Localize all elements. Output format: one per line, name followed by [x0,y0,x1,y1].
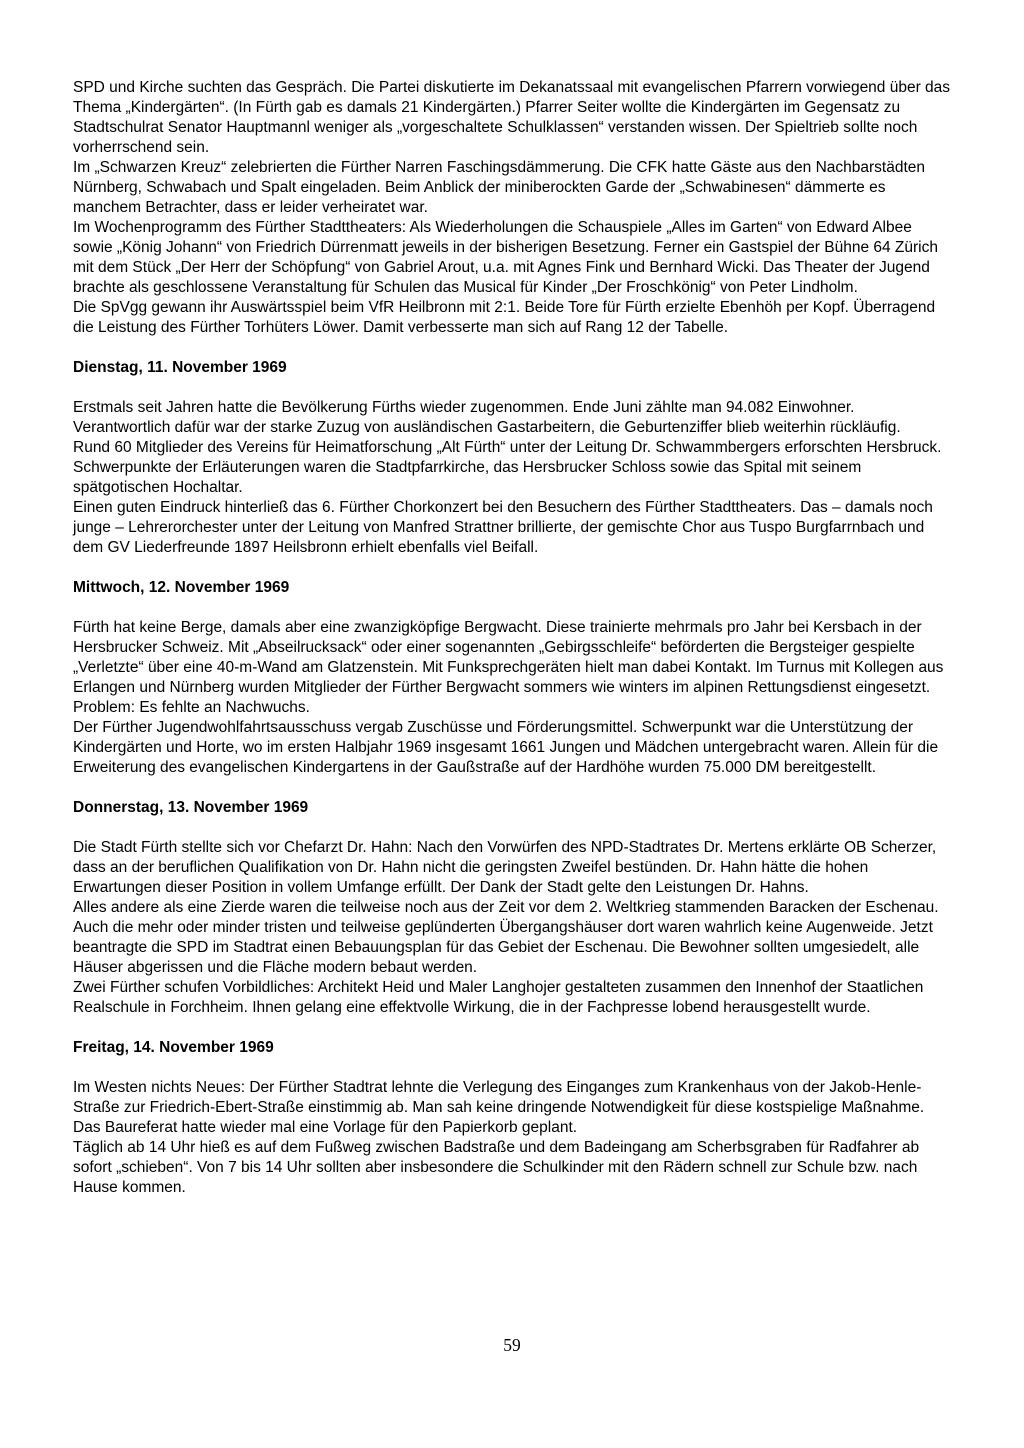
paragraph: Im „Schwarzen Kreuz“ zelebrierten die Fürther Narren Faschingsdämmerung. Die CFK hatte Gäste aus den Nachbarstädten Nürnberg, Schwabach und Spalt eingeladen. Beim Anblick der miniberockten Garde der „Schwabinesen“ dämmerte es manchem Betrachter, dass er leider verheiratet war. [73,159,926,216]
paragraph: Rund 60 Mitglieder des Vereins für Heimatforschung „Alt Fürth“ unter der Leitung Dr. Schwammbergers erforschten Hersbruck. Schwerpunkte der Erläuterungen waren die Stadtpfarrkirche, das Hersbrucker Schloss sowie das Spital mit seinem spätgotischen Hochaltar. [73,439,942,496]
paragraph: Erstmals seit Jahren hatte die Bevölkerung Fürths wieder zugenommen. Ende Juni zählte man 94.082 Einwohner. Verantwortlich dafür war der starke Zuzug von ausländischen Gastarbeitern, die Geburtenziffer blieb weiterhin rückläufig. [73,399,901,436]
paragraph: Täglich ab 14 Uhr hieß es auf dem Fußweg zwischen Badstraße und dem Badeingang am Scherbsgraben für Radfahrer ab sofort „schieben“. Von 7 bis 14 Uhr sollten aber insbesondere die Schulkinder mit den Rädern schnell zur Schule bzw. nach Hause kommen. [73,1139,920,1196]
day-section-wednesday [73,578,955,778]
paragraph: Zwei Fürther schufen Vorbildliches: Architekt Heid und Maler Langhojer gestalteten zusammen den Innenhof der Staatlichen Realschule in Forchheim. Ihnen gelang eine effektvolle Wirkung, die in der Fachpresse lobend herausgestellt wurde. [73,979,924,1016]
day-section-thursday [73,798,955,1018]
paragraph: Der Fürther Jugendwohlfahrtsausschuss vergab Zuschüsse und Förderungsmittel. Schwerpunkt war die Unterstützung der Kindergärten und Horte, wo im ersten Halbjahr 1969 insgesamt 1661 Jungen und Mädchen untergebracht waren. Allein für die Erweiterung des evangelischen Kindergartens in der Gaußstraße auf der Hardhöhe wurden 75.000 DM bereitgestellt. [73,719,939,776]
day-section-tuesday [73,358,955,558]
paragraph: Einen guten Eindruck hinterließ das 6. Fürther Chorkonzert bei den Besuchern des Fürther Stadttheaters. Das – damals noch junge – Lehrerorchester unter der Leitung von Manfred Strattner brillierte, der gemischte Chor aus Tuspo Burgfarrnbach und dem GV Liederfreunde 1897 Heilsbronn erhielt ebenfalls viel Beifall. [73,499,933,556]
page-number: 59 [503,1335,521,1355]
paragraph: Die SpVgg gewann ihr Auswärtsspiel beim VfR Heilbronn mit 2:1. Beide Tore für Fürth erzielte Ebenhöh per Kopf. Überragend die Leistung des Fürther Torhüters Löwer. Damit verbesserte man sich auf Rang 12 der Tabelle. [73,299,936,336]
paragraph: Im Wochenprogramm des Fürther Stadttheaters: Als Wiederholungen die Schauspiele „Alles im Garten“ von Edward Albee sowie „König Johann“ von Friedrich Dürrenmatt jeweils in der bisherigen Besetzung. Ferner ein Gastspiel der Bühne 64 Zürich mit dem Stück „Der Herr der Schöpfung“ von Gabriel Arout, u.a. mit Agnes Fink und Bernhard Wicki. Das Theater der Jugend brachte als geschlossene Veranstaltung für Schulen das Musical für Kinder „Der Froschkönig“ von Peter Lindholm. [73,219,938,296]
day-heading: Freitag, 14. November 1969 [73,1039,274,1056]
day-section-friday [73,1038,955,1198]
page-footer [0,1334,1024,1356]
day-heading: Mittwoch, 12. November 1969 [73,579,290,596]
paragraph: Alles andere als eine Zierde waren die teilweise noch aus der Zeit vor dem 2. Weltkrieg stammenden Baracken der Eschenau. Auch die mehr oder minder tristen und teilweise geplünderten Übergangshäuser dort waren wahrlich keine Augenweide. Jetzt beantragte die SPD im Stadtrat einen Bebauungsplan für das Gebiet der Eschenau. Die Bewohner sollten umgesiedelt, alle Häuser abgerissen und die Fläche modern bebaut werden. [73,899,939,976]
paragraph: Die Stadt Fürth stellte sich vor Chefarzt Dr. Hahn: Nach den Vorwürfen des NPD-Stadtrates Dr. Mertens erklärte OB Scherzer, dass an der beruflichen Qualifikation von Dr. Hahn nicht die geringsten Zweifel bestünden. Dr. Hahn hätte die hohen Erwartungen dieser Position in vollem Umfange erfüllt. Der Dank der Stadt gelte den Leistungen Dr. Hahns. [73,839,937,896]
intro-section [73,78,955,338]
paragraph: SPD und Kirche suchten das Gespräch. Die Partei diskutierte im Dekanatssaal mit evangelischen Pfarrern vorwiegend über das Thema „Kindergärten“. (In Fürth gab es damals 21 Kindergärten.) Pfarrer Seiter wollte die Kindergärten im Gegensatz zu Stadtschulrat Senator Hauptmannl weniger als „vorgeschaltete Schulklassen“ verstanden wissen. Der Spieltrieb sollte noch vorherrschend sein. [73,79,951,156]
paragraph: Fürth hat keine Berge, damals aber eine zwanzigköpfige Bergwacht. Diese trainierte mehrmals pro Jahr bei Kersbach in der Hersbrucker Schweiz. Mit „Abseilrucksack“ oder einer sogenannten „Gebirgsschleife“ beförderten die Bergsteiger gespielte „Verletzte“ über eine 40-m-Wand am Glatzenstein. Mit Funksprechgeräten hielt man dabei Kontakt. Im Turnus mit Kollegen aus Erlangen und Nürnberg wurden Mitglieder der Fürther Bergwacht sommers wie winters im alpinen Rettungsdienst eingesetzt. Problem: Es fehlte an Nachwuchs. [73,619,944,716]
document-body [73,78,955,1198]
paragraph: Im Westen nichts Neues: Der Fürther Stadtrat lehnte die Verlegung des Einganges zum Krankenhaus von der Jakob-Henle-Straße zur Friedrich-Ebert-Straße einstimmig ab. Man sah keine dringende Notwendigkeit für diese kostspielige Maßnahme. Das Baureferat hatte wieder mal eine Vorlage für den Papierkorb geplant. [73,1079,925,1136]
day-heading: Donnerstag, 13. November 1969 [73,799,309,816]
day-heading: Dienstag, 11. November 1969 [73,359,287,376]
